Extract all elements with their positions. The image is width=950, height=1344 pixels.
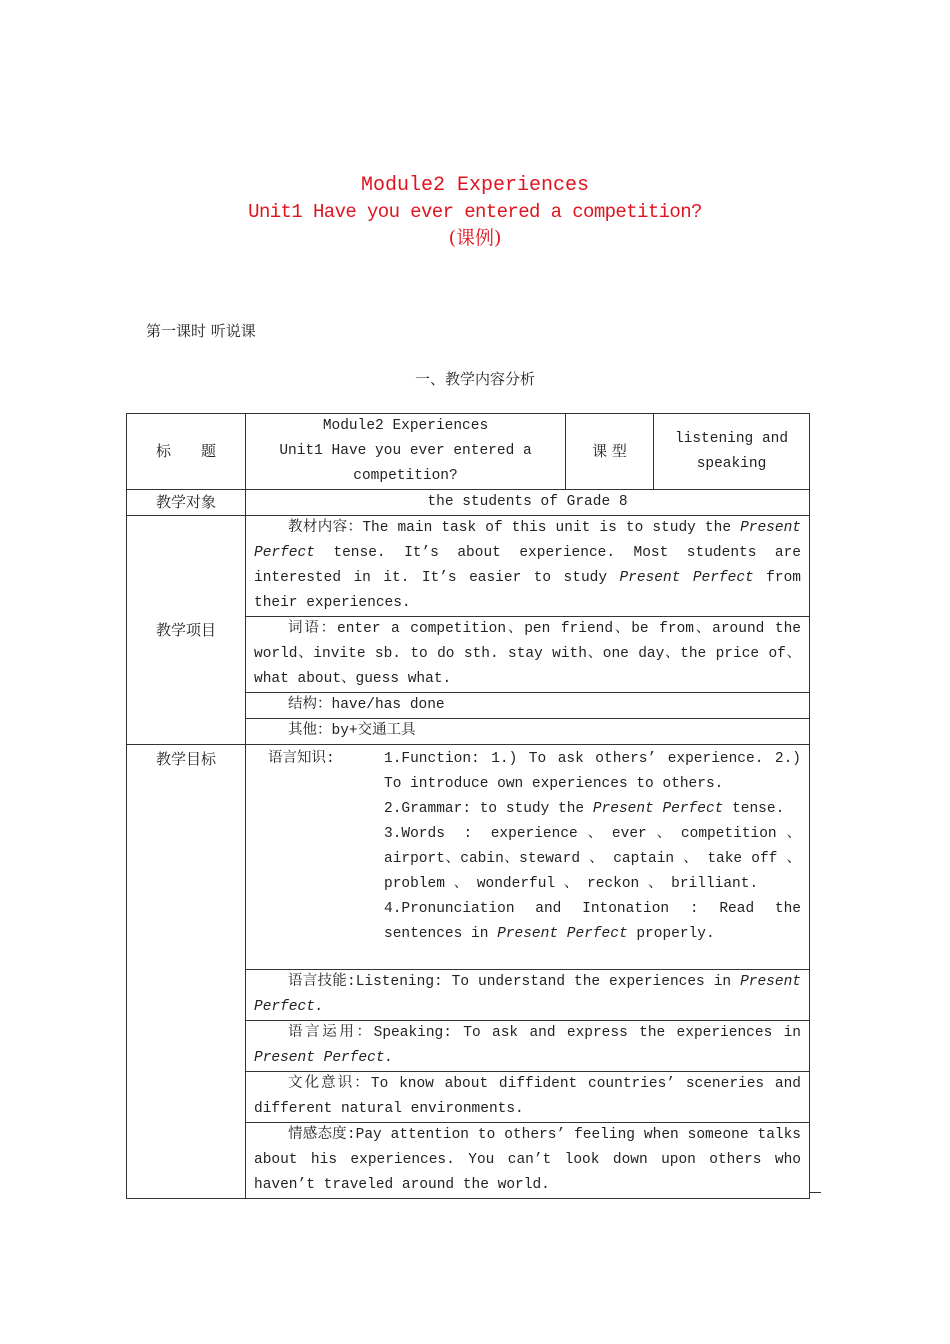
vocab-text: 词语：enter a competition、pen friend、be from、around the world、invite sb. to do sth. stay with、one day、the price of、what about、guess what. [254, 621, 802, 687]
row-title [127, 414, 810, 490]
culture-text: 文化意识：To know about diffident countries’ sceneries and different natural environments. [254, 1076, 802, 1117]
goals-label: 教学目标 [127, 745, 246, 1199]
vocab-cell [246, 617, 810, 693]
usage-text: 语言运用：Speaking: To ask and express the experiences in Present Perfect. [254, 1025, 802, 1066]
other-text: 其他：by+交通工具 [288, 723, 416, 739]
content-text: 教材内容：The main task of this unit is to study the Present Perfect tense. It’s about experience. Most students are interested in it. It’s easier to study Present Perfect from their experiences. [254, 520, 801, 611]
culture-cell [246, 1072, 810, 1123]
usage-cell [246, 1021, 810, 1072]
unit-title: Unit1 Have you ever entered a competition? [248, 201, 702, 223]
content-cell [246, 516, 810, 617]
items-label: 教学项目 [127, 516, 246, 745]
attitude-cell [246, 1123, 810, 1199]
title-label: 标 题 [127, 414, 246, 490]
table-edge-line [809, 1192, 821, 1193]
skills-cell [246, 970, 810, 1021]
row-audience [127, 490, 810, 516]
structure-text: 结构：have/has done [288, 697, 445, 713]
audience-label: 教学对象 [127, 490, 246, 516]
audience-value: the students of Grade 8 [246, 490, 810, 516]
lesson-label: 第一课时 听说课 [146, 322, 256, 340]
attitude-text: 情感态度:Pay attention to others’ feeling when someone talks about his experiences. You can’t look down upon others who haven’t traveled around the world. [254, 1127, 801, 1193]
type-value: listening and speaking [654, 414, 810, 490]
knowledge-body: 1.Function: 1.) To ask others’ experience. 2.) To introduce own experiences to others. 2.Grammar: to study the Present Perfect tense. 3.Words : experience、ever、competition、airport、cabin、steward 、 captain 、 take off 、 problem 、 wonderful 、 reckon 、 brilliant. 4.Pronunciation and Intonation : Read the sentences in Present Perfect properly. [384, 751, 801, 942]
lesson-tag: (课例) [448, 227, 502, 249]
row-content [127, 516, 810, 617]
module-title: Module2 Experiences [360, 174, 590, 197]
knowledge-cell [246, 745, 810, 970]
structure-cell [246, 693, 810, 719]
lesson-plan-table [126, 413, 810, 1199]
other-cell [246, 719, 810, 745]
row-knowledge [127, 745, 810, 970]
knowledge-label: 语言知识: [268, 751, 335, 767]
title-value: Module2 Experiences Unit1 Have you ever entered a competition? [246, 414, 566, 490]
skills-text: 语言技能:Listening: To understand the experiences in Present Perfect. [254, 974, 801, 1015]
document-title [0, 173, 950, 251]
section-title: 一、教学内容分析 [414, 370, 535, 388]
type-label: 课 型 [566, 414, 654, 490]
